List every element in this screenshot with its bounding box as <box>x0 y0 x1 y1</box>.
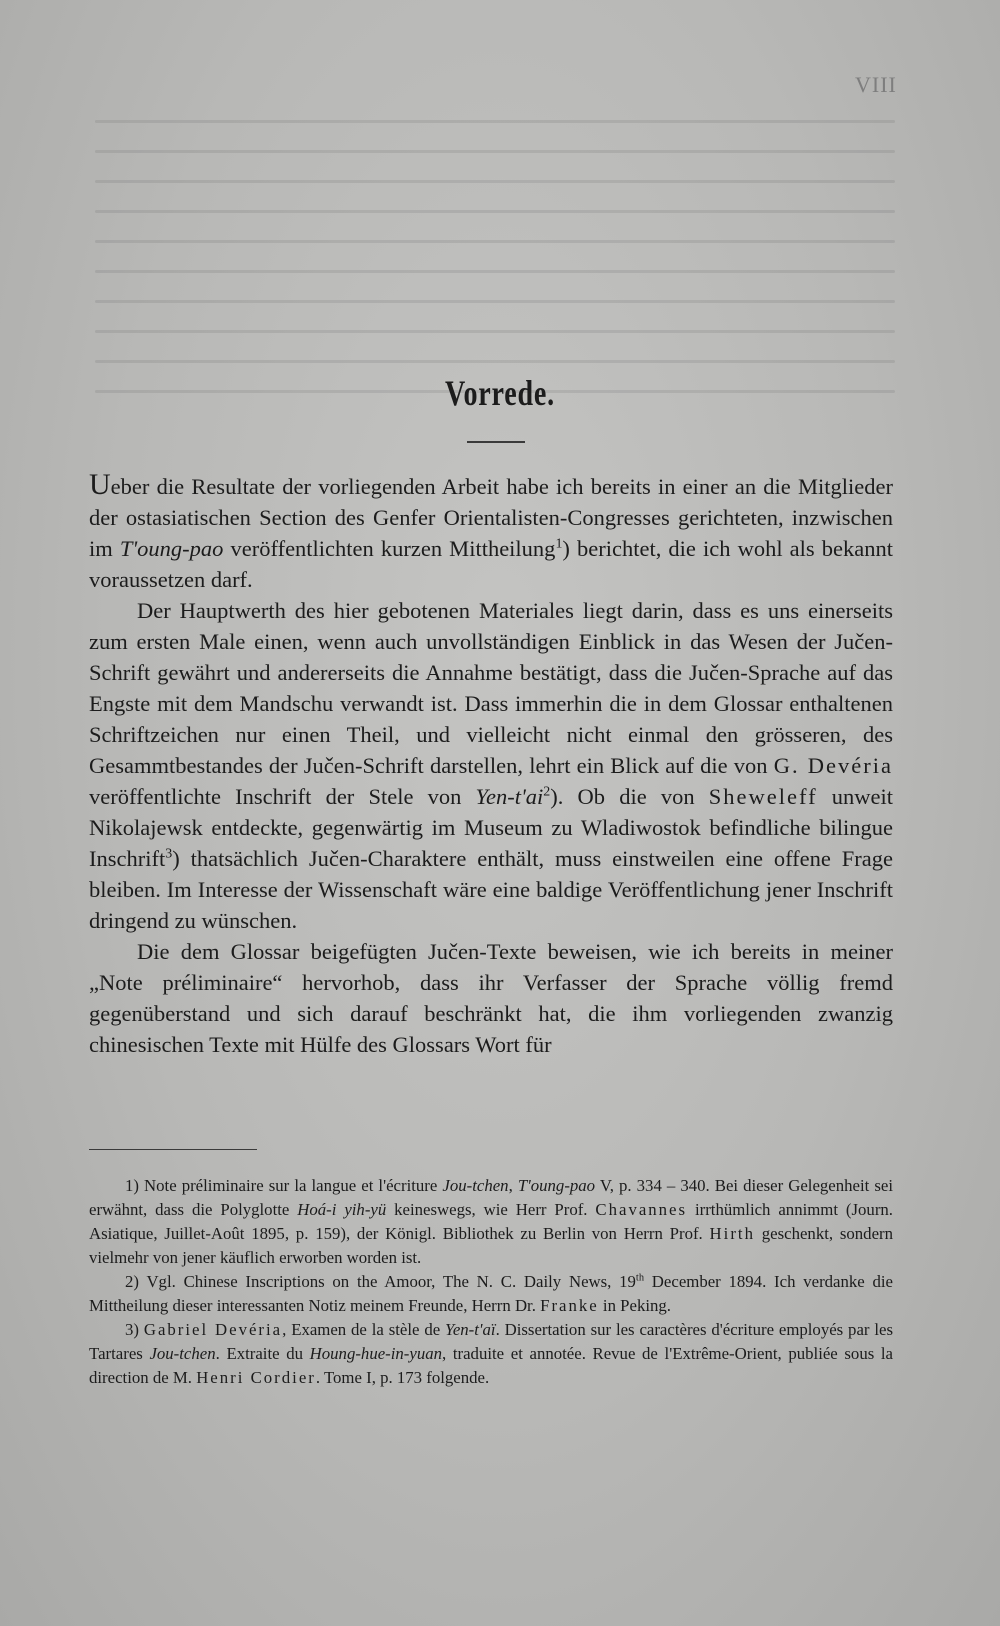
spaced-name: Franke <box>540 1296 599 1315</box>
bleed-through-line <box>95 300 895 303</box>
paragraph-1 <box>89 468 893 595</box>
page-title: Vorrede. <box>445 373 555 413</box>
spaced-name: Henri Cordier <box>196 1368 316 1387</box>
text-run: keineswegs, wie Herr Prof. <box>386 1200 596 1219</box>
bleed-through-line <box>95 330 895 333</box>
text-run: . Tome I, p. 173 folgende. <box>315 1368 490 1387</box>
text-run: , <box>508 1176 518 1195</box>
bleed-through-line <box>95 360 895 363</box>
journal-title: T'oung-pao <box>517 1176 596 1195</box>
body-text <box>89 468 893 1060</box>
spaced-name: G. Devéria <box>773 753 893 778</box>
italic-term: Jou-tchen <box>149 1344 216 1363</box>
text-run: ) thatsächlich Jučen-Charaktere enthält, muss einstweilen eine offene Frage bleiben. Im Interesse der Wissenschaft wäre eine baldige Veröffentlichung jener Inschrift dringend zu wünschen. <box>89 846 893 933</box>
title-rule <box>467 441 525 443</box>
text-run: 2) Vgl. Chinese Inscriptions on the Amoor, The N. C. Daily News, 19 <box>125 1272 636 1291</box>
bleed-through-line <box>95 150 895 153</box>
text-run: veröffentlichten kurzen Mittheilung <box>223 536 556 561</box>
initial-letter: U <box>89 468 111 501</box>
text-run: , traduite et annotée. Revue de l'Extrême-Orient, publiée sous la direction de M. <box>89 1344 893 1387</box>
spaced-name: Chavannes <box>595 1200 688 1219</box>
footnotes <box>89 1174 893 1390</box>
superscript: th <box>635 1272 645 1284</box>
bleed-through-line <box>95 180 895 183</box>
footnote-1 <box>89 1174 893 1270</box>
italic-term: Houng-hue-in-yuan <box>309 1344 443 1363</box>
footnote-3 <box>89 1318 893 1390</box>
text-run: geschenkt, sondern vielmehr von jener käuflich erworben worden ist. <box>89 1224 893 1267</box>
footnote-2 <box>89 1270 893 1318</box>
text-run: Die dem Glossar beigefügten Jučen-Texte beweisen, wie ich bereits in meiner „Note préliminaire“ hervorhob, dass ihr Verfasser der Sprache völlig fremd gegenüberstand und sich darauf beschränkt hat, die ihm vorliegenden zwanzig chinesischen Texte mit Hülfe des Glossars Wort für <box>89 939 893 1057</box>
bleed-through-line <box>95 120 895 123</box>
text-run: V, p. 334 – 340. Bei dieser Gelegenheit sei erwähnt, dass die Polyglotte <box>89 1176 893 1219</box>
spaced-name: Hirth <box>709 1224 755 1243</box>
bleed-through-line <box>95 270 895 273</box>
footnote-rule <box>89 1149 257 1150</box>
text-run: irrthümlich annimmt (Journ. Asiatique, Juillet-Août 1895, p. 159), der Königl. Bibliothek zu Berlin von Herrn Prof. <box>89 1200 893 1243</box>
bleed-through-line <box>95 240 895 243</box>
footnote-ref: 1 <box>555 536 563 552</box>
text-run: veröffentlichte Inschrift der Stele von <box>89 784 476 809</box>
footnote-ref: 3 <box>165 846 173 862</box>
text-run: 1) Note préliminaire sur la langue et l'écriture <box>125 1176 443 1195</box>
text-run: . Dissertation sur les caractères d'écriture employés par les Tartares <box>89 1320 893 1363</box>
text-run: ). Ob die von <box>550 784 709 809</box>
paragraph-3 <box>89 936 893 1060</box>
text-run: December 1894. Ich verdanke die Mittheilung dieser interessanten Notiz meinem Freunde, Herrn Dr. <box>89 1272 893 1315</box>
text-run: unweit Nikolajewsk entdeckte, gegenwärtig im Museum zu Wladiwostok befindliche bilingue Inschrift <box>89 784 893 871</box>
journal-title: T'oung-pao <box>119 536 224 561</box>
text-run: ) berichtet, die ich wohl als bekannt voraussetzen darf. <box>89 536 893 592</box>
paragraph-2 <box>89 595 893 936</box>
spaced-name: Sheweleff <box>708 784 818 809</box>
spaced-name: Gabriel Devéria <box>143 1320 283 1339</box>
place-name: Yen-t'ai <box>475 784 544 809</box>
text-run: Der Hauptwerth des hier gebotenen Materiales liegt darin, dass es uns einerseits zum ersten Male einen, wenn auch unvollständigen Einblick in das Wesen der Jučen-Schrift gewährt und andererseits die Annahme bestätigt, dass die Jučen-Sprache auf das Engste mit dem Mandschu verwandt ist. Dass immerhin die in dem Glossar enthaltenen Schriftzeichen nur einen Theil, und vielleicht nicht einmal den grösseren, des Gesammtbestandes der Jučen-Schrift darstellen, lehrt ein Blick auf die von <box>89 598 893 778</box>
footnote-ref: 2 <box>543 784 551 800</box>
text-run: , Examen de la stèle de <box>282 1320 446 1339</box>
place-name: Yen-t'aï <box>445 1320 496 1339</box>
italic-term: Hoá-i yih-yü <box>297 1200 387 1219</box>
italic-term: Jou-tchen <box>442 1176 509 1195</box>
bleed-through-line <box>95 210 895 213</box>
text-run: eber die Resultate der vorliegenden Arbeit habe ich bereits in einer an die Mitglieder der ostasiatischen Section des Genfer Orientalisten-Congresses gerichteten, inzwischen im <box>89 474 893 561</box>
text-run: . Extraite du <box>215 1344 310 1363</box>
text-run: 3) <box>125 1320 144 1339</box>
text-run: in Peking. <box>598 1296 671 1315</box>
page-number: VIII <box>855 72 897 97</box>
